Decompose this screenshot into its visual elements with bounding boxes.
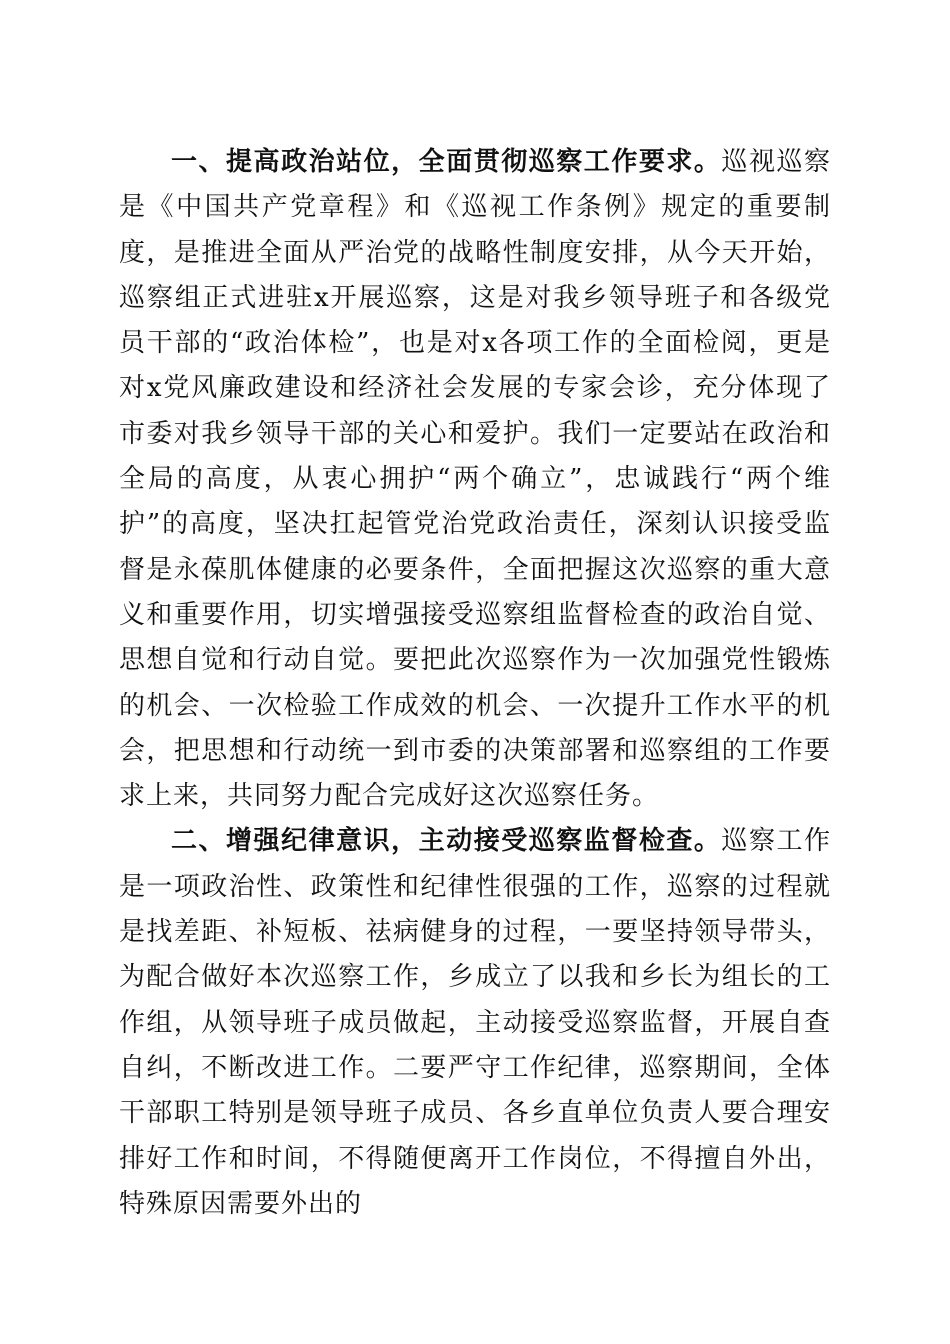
paragraph-1 xyxy=(119,140,831,819)
document-body xyxy=(119,140,831,1227)
paragraph-1-heading: 一、提高政治站位，全面贯彻巡察工作要求。 xyxy=(171,147,722,177)
paragraph-2 xyxy=(119,819,831,1227)
paragraph-2-heading: 二、增强纪律意识，主动接受巡察监督检查。 xyxy=(171,826,722,857)
paragraph-2-text: 巡察工作是一项政治性、政策性和纪律性很强的工作，巡察的过程就是找差距、补短板、祛病健身的过程，一要坚持领导带头，为配合做好本次巡察工作，乡成立了以我和乡长为组长的工作组，从领导班子成员做起，主动接受巡察监督，开展自查自纠，不断改进工作。二要严守工作纪律，巡察期间，全体干部职工特别是领导班子成员、各乡直单位负责人要合理安排好工作和时间，不得随便离开工作岗位，不得擅自外出，特殊原因需要外出的 xyxy=(119,826,831,1219)
paragraph-1-text: 巡视巡察是《中国共产党章程》和《巡视工作条例》规定的重要制度，是推进全面从严治党的战略性制度安排，从今天开始，巡察组正式进驻x开展巡察，这是对我乡领导班子和各级党员干部的“政治体检”，也是对x各项工作的全面检阅，更是对x党风廉政建设和经济社会发展的专家会诊，充分体现了市委对我乡领导干部的关心和爱护。我们一定要站在政治和全局的高度，从衷心拥护“两个确立”，忠诚践行“两个维护”的高度，坚决扛起管党治党政治责任，深刻认识接受监督是永葆肌体健康的必要条件，全面把握这次巡察的重大意义和重要作用，切实增强接受巡察组监督检查的政治自觉、思想自觉和行动自觉。要把此次巡察作为一次加强党性锻炼的机会、一次检验工作成效的机会、一次提升工作水平的机会，把思想和行动统一到市委的决策部署和巡察组的工作要求上来，共同努力配合完成好这次巡察任务。 xyxy=(119,147,831,812)
